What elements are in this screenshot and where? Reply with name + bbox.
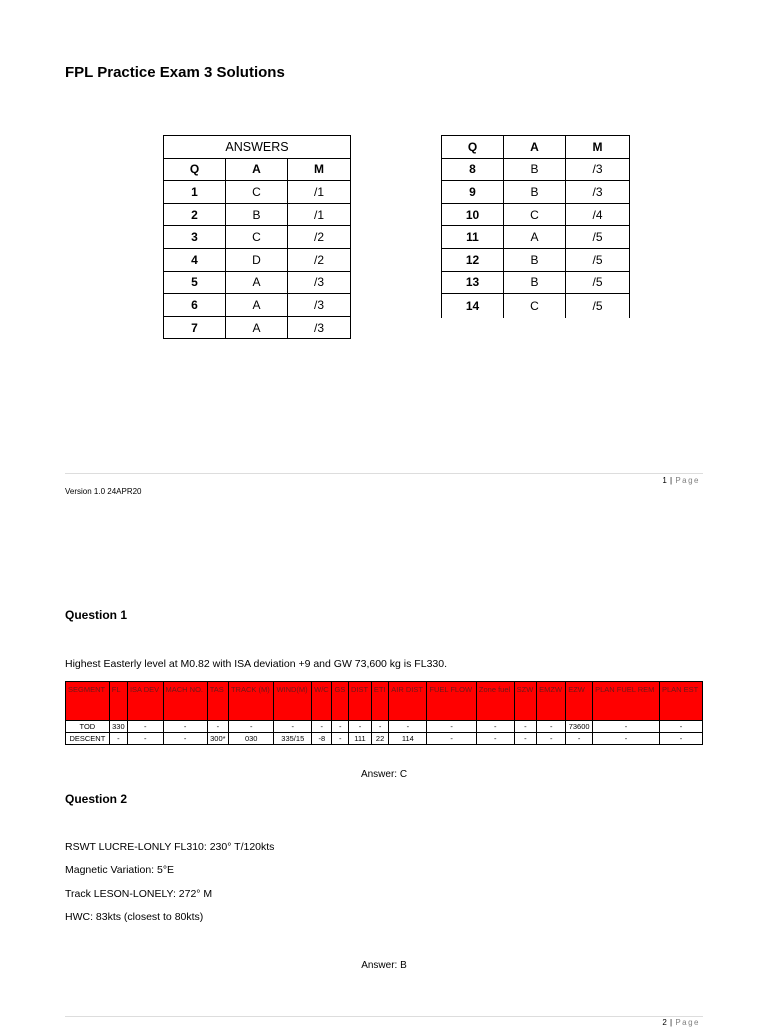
column-header: AIR DIST bbox=[389, 682, 427, 721]
marks-value: /3 bbox=[288, 294, 351, 317]
answer-row bbox=[442, 248, 630, 271]
table-cell: 335/15 bbox=[274, 733, 312, 745]
footer-rule bbox=[65, 1016, 703, 1017]
answer-letter: A bbox=[226, 294, 288, 317]
table-cell: - bbox=[312, 721, 332, 733]
header-a: A bbox=[504, 136, 566, 159]
header-q: Q bbox=[164, 158, 226, 181]
column-header: TRACK (M) bbox=[228, 682, 273, 721]
answers-table-right bbox=[441, 135, 630, 318]
answer-letter: B bbox=[226, 203, 288, 226]
answer-letter: A bbox=[226, 316, 288, 339]
answer-row bbox=[164, 316, 351, 339]
table-cell: 111 bbox=[348, 733, 371, 745]
column-header: DIST bbox=[348, 682, 371, 721]
marks-value: /3 bbox=[566, 181, 630, 204]
answer-row bbox=[442, 158, 630, 181]
question-number: 7 bbox=[164, 316, 226, 339]
answer-letter: B bbox=[504, 248, 566, 271]
answer-row bbox=[442, 294, 630, 319]
answer-letter: C bbox=[504, 203, 566, 226]
column-header: ETI bbox=[371, 682, 388, 721]
table-cell: - bbox=[389, 721, 427, 733]
marks-value: /2 bbox=[288, 248, 351, 271]
table-cell: - bbox=[332, 721, 348, 733]
marks-value: /5 bbox=[566, 271, 630, 294]
question-2-answer: Answer: B bbox=[361, 960, 407, 971]
question-1-answer: Answer: C bbox=[360, 769, 408, 780]
marks-value: /5 bbox=[566, 226, 630, 249]
answer-letter: B bbox=[504, 271, 566, 294]
table-cell: - bbox=[427, 721, 477, 733]
answer-letter: B bbox=[504, 181, 566, 204]
answer-letter: A bbox=[226, 271, 288, 294]
question-number: 5 bbox=[164, 271, 226, 294]
page-number-value: 2 bbox=[662, 1018, 668, 1027]
table-cell: - bbox=[659, 733, 702, 745]
table-cell: - bbox=[537, 721, 566, 733]
header-a: A bbox=[226, 158, 288, 181]
question-number: 8 bbox=[442, 158, 504, 181]
column-header: Zone fuel bbox=[476, 682, 514, 721]
answer-row bbox=[164, 294, 351, 317]
column-header: GS bbox=[332, 682, 348, 721]
table-cell: - bbox=[163, 721, 207, 733]
document-title: FPL Practice Exam 3 Solutions bbox=[65, 64, 285, 81]
marks-value: /3 bbox=[288, 271, 351, 294]
question-2-line-4: HWC: 83kts (closest to 80kts) bbox=[65, 911, 204, 923]
question-number: 12 bbox=[442, 248, 504, 271]
marks-value: /5 bbox=[566, 248, 630, 271]
column-header: FL bbox=[109, 682, 127, 721]
table-cell: 22 bbox=[371, 733, 388, 745]
question-2-line-3: Track LESON-LONELY: 272° M bbox=[65, 888, 213, 900]
flight-plan-table bbox=[65, 681, 703, 745]
header-m: M bbox=[288, 158, 351, 181]
answer-row bbox=[164, 271, 351, 294]
question-1-text: Highest Easterly level at M0.82 with ISA deviation +9 and GW 73,600 kg is FL330. bbox=[65, 658, 447, 670]
marks-value: /1 bbox=[288, 181, 351, 204]
question-number: 4 bbox=[164, 248, 226, 271]
column-header: MACH NO. bbox=[163, 682, 207, 721]
table-cell: - bbox=[593, 733, 660, 745]
answer-row bbox=[442, 271, 630, 294]
column-header: ISA DEV bbox=[127, 682, 163, 721]
answer-letter: B bbox=[504, 158, 566, 181]
answer-row bbox=[164, 203, 351, 226]
footer-rule bbox=[65, 473, 703, 474]
marks-value: /3 bbox=[566, 158, 630, 181]
table-cell: TOD bbox=[66, 721, 110, 733]
column-header: PLAN EST bbox=[659, 682, 702, 721]
table-cell: 030 bbox=[228, 733, 273, 745]
answer-letter: A bbox=[504, 226, 566, 249]
marks-value: /1 bbox=[288, 203, 351, 226]
table-cell: DESCENT bbox=[66, 733, 110, 745]
table-cell: - bbox=[127, 733, 163, 745]
marks-value: /4 bbox=[566, 203, 630, 226]
question-2-line-1: RSWT LUCRE-LONLY FL310: 230° T/120kts bbox=[65, 841, 275, 853]
column-header: W/C bbox=[312, 682, 332, 721]
table-cell: - bbox=[348, 721, 371, 733]
column-header: SEGMENT bbox=[66, 682, 110, 721]
answer-row bbox=[442, 226, 630, 249]
answer-letter: C bbox=[226, 181, 288, 204]
table-cell: - bbox=[228, 721, 273, 733]
table-cell: - bbox=[207, 721, 228, 733]
answers-caption: ANSWERS bbox=[164, 136, 351, 159]
table-cell: - bbox=[127, 721, 163, 733]
table-cell: - bbox=[537, 733, 566, 745]
answer-row bbox=[164, 248, 351, 271]
marks-value: /3 bbox=[288, 316, 351, 339]
page-number: 2 | Page bbox=[662, 1018, 700, 1027]
question-number: 3 bbox=[164, 226, 226, 249]
answer-letter: C bbox=[226, 226, 288, 249]
table-cell: - bbox=[109, 733, 127, 745]
answer-letter: C bbox=[504, 294, 566, 319]
table-cell: -8 bbox=[312, 733, 332, 745]
table-row bbox=[66, 733, 703, 745]
question-2-line-2: Magnetic Variation: 5°E bbox=[65, 864, 175, 876]
table-cell: - bbox=[427, 733, 477, 745]
table-cell: - bbox=[659, 721, 702, 733]
answer-row bbox=[442, 181, 630, 204]
table-cell: - bbox=[163, 733, 207, 745]
answer-row bbox=[164, 226, 351, 249]
table-cell: - bbox=[371, 721, 388, 733]
column-header: SZW bbox=[514, 682, 537, 721]
table-cell: - bbox=[514, 733, 537, 745]
question-number: 14 bbox=[442, 294, 504, 319]
page-number: 1 | Page bbox=[662, 476, 700, 485]
table-cell: 330 bbox=[109, 721, 127, 733]
page-label: Page bbox=[675, 476, 700, 485]
column-header: EZW bbox=[566, 682, 593, 721]
column-header: PLAN FUEL REM bbox=[593, 682, 660, 721]
answer-row bbox=[164, 181, 351, 204]
table-cell: - bbox=[332, 733, 348, 745]
answer-row bbox=[442, 203, 630, 226]
page-number-value: 1 bbox=[662, 476, 668, 485]
column-header: EMZW bbox=[537, 682, 566, 721]
question-2-heading: Question 2 bbox=[65, 792, 128, 806]
table-cell: 114 bbox=[389, 733, 427, 745]
table-cell: - bbox=[593, 721, 660, 733]
question-number: 13 bbox=[442, 271, 504, 294]
question-number: 10 bbox=[442, 203, 504, 226]
marks-value: /2 bbox=[288, 226, 351, 249]
marks-value: /5 bbox=[566, 294, 630, 319]
version-label: Version 1.0 24APR20 bbox=[65, 487, 142, 496]
question-number: 2 bbox=[164, 203, 226, 226]
table-cell: - bbox=[566, 733, 593, 745]
question-number: 11 bbox=[442, 226, 504, 249]
answers-table-left bbox=[163, 135, 351, 339]
page-label: Page bbox=[675, 1018, 700, 1027]
question-number: 6 bbox=[164, 294, 226, 317]
header-m: M bbox=[566, 136, 630, 159]
question-number: 1 bbox=[164, 181, 226, 204]
table-cell: - bbox=[514, 721, 537, 733]
answer-letter: D bbox=[226, 248, 288, 271]
question-number: 9 bbox=[442, 181, 504, 204]
table-cell: 300* bbox=[207, 733, 228, 745]
table-cell: - bbox=[476, 721, 514, 733]
column-header: FUEL FLOW bbox=[427, 682, 477, 721]
table-row bbox=[66, 721, 703, 733]
column-header: WIND(M) bbox=[274, 682, 312, 721]
header-q: Q bbox=[442, 136, 504, 159]
column-header: TAS bbox=[207, 682, 228, 721]
table-cell: 73600 bbox=[566, 721, 593, 733]
table-cell: - bbox=[476, 733, 514, 745]
table-cell: - bbox=[274, 721, 312, 733]
question-1-heading: Question 1 bbox=[65, 608, 128, 622]
